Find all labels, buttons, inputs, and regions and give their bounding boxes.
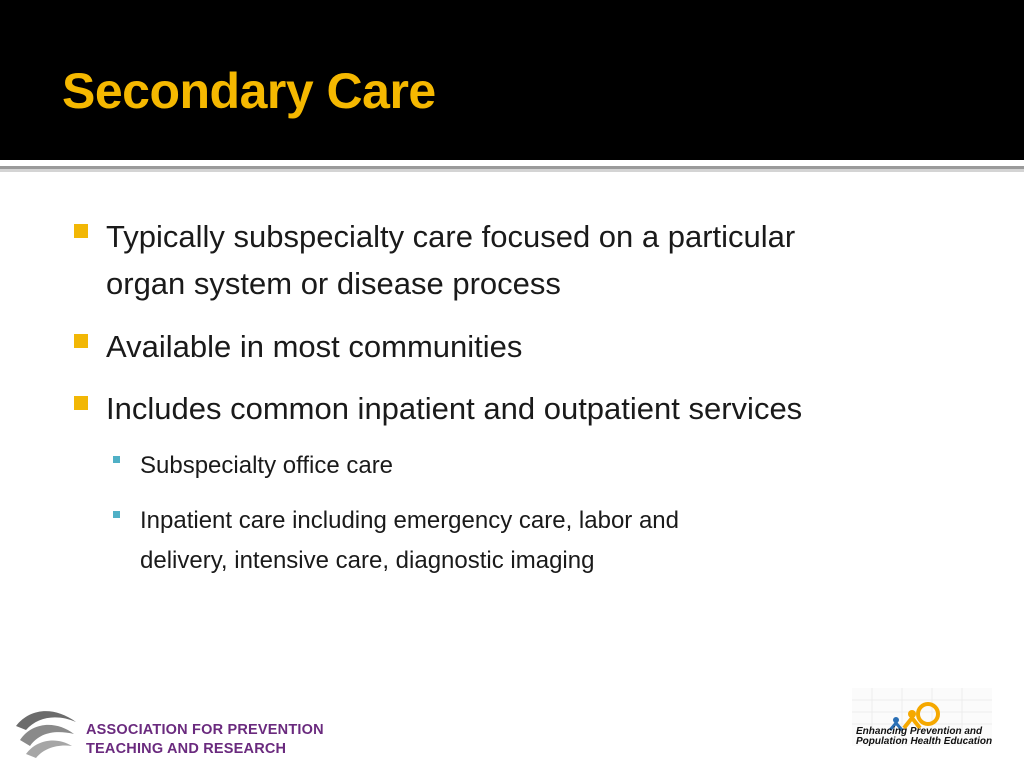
bullet-marker: [74, 224, 88, 238]
bullet-text: Includes common inpatient and outpatient services: [106, 391, 803, 426]
org-name-line: ASSOCIATION FOR PREVENTION: [86, 722, 324, 738]
bullet-text: Available in most communities: [106, 329, 523, 364]
sub-bullet-text: Subspecialty office care: [140, 452, 394, 479]
sub-bullet-marker: [113, 456, 120, 463]
bullet-marker: [74, 396, 88, 410]
tagline-line: Enhancing Prevention and: [856, 726, 983, 737]
sub-bullet-text: Inpatient care including emergency care, labor and: [140, 507, 679, 534]
bullet-text: Typically subspecialty care focused on a particular: [106, 219, 796, 254]
title-divider-light: [0, 169, 1024, 172]
bullet-text: organ system or disease process: [106, 266, 561, 301]
bullet-marker: [74, 334, 88, 348]
slide-title: Secondary Care: [62, 63, 436, 119]
title-bar: [0, 0, 1024, 160]
sub-bullet-marker: [113, 511, 120, 518]
wave-swoosh-logo-icon: [14, 704, 78, 760]
org-name-line: TEACHING AND RESEARCH: [86, 741, 287, 757]
sub-bullet-text: delivery, intensive care, diagnostic imaging: [140, 547, 595, 574]
tagline-line: Population Health Education: [856, 736, 993, 747]
